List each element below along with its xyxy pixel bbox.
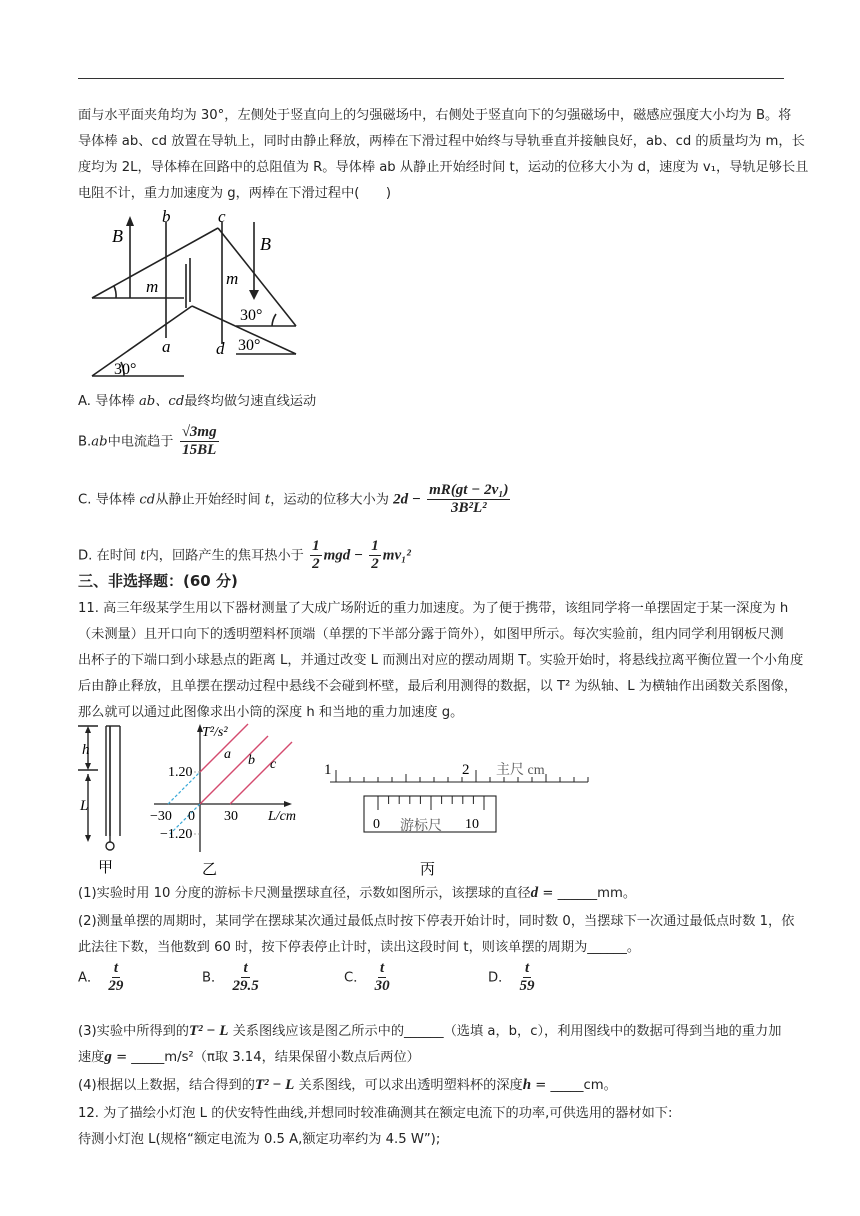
- q10-option-c-lead: 2d −: [393, 491, 421, 508]
- q12-line-1: 12. 为了描绘小灯泡 L 的伏安特性曲线,并想同时较准确测其在额定电流下的功率,可供选用的器材如下:: [78, 1106, 673, 1121]
- header-rule: [78, 78, 784, 79]
- q10-option-b-prefix: B.: [78, 434, 92, 450]
- q11-yi-tick-x-neg: −30: [150, 809, 172, 824]
- q11-jia-L: L: [80, 798, 89, 814]
- q11-part-4-h: h: [522, 1077, 532, 1093]
- q10-line-2: 导体棒 ab、cd 放置在导轨上，同时由静止释放，两棒在下滑过程中始终与导轨垂直并接触良好，ab、cd 的质量均为 m，长: [78, 134, 805, 149]
- q11-bing-vernier-10: 10: [465, 817, 479, 832]
- q11-part-3-text-b: 关系图线应该是图乙所示中的______（选填 a，b，c），利用图线中的数据可得到当地的重力加: [228, 1024, 782, 1039]
- q11-part-3-text-a: (3)实验中所得到的: [78, 1024, 189, 1039]
- q11-choice-b-label: B．: [202, 970, 225, 986]
- q10-option-a: [78, 390, 316, 409]
- q11-part-3-line-2: [78, 1046, 420, 1066]
- q11-yi-line-b: b: [248, 753, 255, 768]
- q11-part-4-text-b: 关系图线，可以求出透明塑料杯的深度: [294, 1078, 523, 1093]
- q11-jia-h: h: [82, 742, 90, 758]
- q10-fig-angle-3: 30°: [114, 361, 137, 378]
- q10-option-d-frac-2-num: 1: [371, 538, 379, 554]
- q11-bing-vernier-label: 游标尺: [400, 819, 442, 834]
- q11-choice-b-fraction: [230, 960, 260, 995]
- q10-fig-B-right: B: [260, 234, 271, 254]
- q11-choice-b-den: 29.5: [232, 978, 259, 994]
- q11-choice-a-num: t: [113, 960, 118, 976]
- q10-option-c-rod: cd: [139, 492, 156, 508]
- q11-choice-b: [202, 960, 263, 995]
- q10-option-c-den: 3B²L²: [450, 500, 487, 516]
- q11-yi-ylabel: T²/s²: [202, 725, 228, 740]
- q11-part-4-text-c: = _____cm。: [531, 1078, 617, 1093]
- q10-option-d-frac-2: [369, 538, 381, 573]
- q10-option-b-rod: ab: [91, 434, 108, 450]
- q11-choice-c: [344, 960, 394, 995]
- q10-option-c-text: 从静止开始经时间: [155, 492, 265, 508]
- q11-bing-main-2: 2: [462, 762, 470, 778]
- q10-fig-label-d: d: [216, 339, 225, 358]
- q10-option-b-text: 中电流趋于: [107, 434, 174, 450]
- q11-part-4-text-a: (4)根据以上数据，结合得到的: [78, 1078, 255, 1093]
- q11-line-3: 出杯子的下端口到小球悬点的距离 L，并通过改变 L 而测出对应的摆动周期 T。实验开始时，将悬线拉离平衡位置一个小角度: [78, 653, 804, 668]
- q11-yi-tick-x-pos: 30: [224, 809, 238, 824]
- q11-line-4: 后由静止释放，且单摆在摆动过程中悬线不会碰到杯壁，最后利用测得的数据，以 T² 为纵轴、L 为横轴作出函数关系图像，: [78, 679, 798, 694]
- q11-bing-main-1: 1: [324, 762, 332, 778]
- q10-fig-m-left: m: [146, 277, 159, 296]
- q11-choice-c-num: t: [380, 960, 385, 976]
- q10-stem: [78, 103, 809, 207]
- q10-option-c-fraction: [427, 482, 510, 517]
- q10-line-4: 电阻不计，重力加速度为 g，两棒在下滑过程中( ): [78, 186, 391, 201]
- q11-bing-main-label: 主尺 cm: [496, 763, 545, 778]
- q10-option-d-frac-1-num: 1: [312, 538, 320, 554]
- q10-line-1: 面与水平面夹角均为 30°，左侧处于竖直向上的匀强磁场中，右侧处于竖直向下的匀强磁场中，磁感应强度大小均为 B。将: [78, 108, 792, 123]
- q11-part-3-math: T² − L: [189, 1023, 229, 1039]
- q11-yi-tick-x-zero: 0: [188, 809, 195, 824]
- q11-line-5: 那么就可以通过此图像求出小筒的深度 h 和当地的重力加速度 g。: [78, 705, 464, 720]
- q11-fig-jia: [76, 724, 136, 876]
- q11-line-1: 11. 高三年级某学生用以下器材测量了大成广场附近的重力加速度。为了便于携带，该组同学将一单摆固定于某一深度为 h: [78, 601, 789, 616]
- q11-choice-d-den: 59: [519, 978, 535, 994]
- q11-choice-a-fraction: [106, 960, 125, 995]
- q11-yi-tick-y-pos: 1.20: [168, 765, 193, 780]
- q10-fig-m-right: m: [226, 269, 239, 288]
- q11-yi-line-c: c: [270, 757, 277, 772]
- q11-part-2-line-1: (2)测量单摆的周期时，某同学在摆球某次通过最低点时按下停表开始计时，同时数 0，当摆球下一次通过最低点时数 1，依: [78, 914, 795, 929]
- q11-yi-xlabel: L/cm: [268, 809, 296, 824]
- q11-choice-c-den: 30: [374, 978, 390, 994]
- q10-option-b-num: √3mg: [181, 424, 217, 440]
- q11-jia-caption: 甲: [98, 860, 114, 876]
- q10-option-d-text: 内，回路产生的焦耳热小于: [145, 548, 304, 564]
- q10-option-d-mv: mv₁²: [382, 547, 411, 564]
- q11-choice-a-label: A．: [78, 970, 101, 986]
- q11-choice-c-fraction: [373, 960, 392, 995]
- q11-fig-bing-vernier: [326, 756, 592, 878]
- q10-option-d-mgd: mgd −: [323, 547, 364, 564]
- q10-option-d-frac-2-den: 2: [371, 556, 379, 572]
- q10-option-b-den: 15BL: [182, 442, 217, 458]
- q10-fig-angle-1: 30°: [240, 307, 263, 324]
- q10-option-a-rods: ab、cd: [138, 394, 185, 409]
- q10-fig-label-a: a: [162, 337, 171, 356]
- q10-option-b: [78, 424, 221, 459]
- q11-choice-d-label: D．: [488, 970, 512, 986]
- q11-part-1-d: d: [530, 885, 539, 901]
- q10-fig-label-b: b: [162, 207, 171, 226]
- q10-option-c-text-2: ，运动的位移大小为: [270, 492, 389, 508]
- q11-choice-d-fraction: [518, 960, 537, 995]
- q10-option-c-num: mR(gt − 2v₁): [429, 482, 509, 498]
- q11-choice-d: [488, 960, 539, 995]
- q10-option-b-fraction: [180, 424, 219, 459]
- q11-part-3-g: g: [104, 1049, 112, 1065]
- q11-choice-a-den: 29: [108, 978, 124, 994]
- q10-option-d: [78, 538, 411, 573]
- q10-option-c: [78, 482, 512, 517]
- q10-option-d-frac-1-den: 2: [312, 556, 320, 572]
- q11-stem: [78, 596, 804, 726]
- q11-part-3-text-d: = _____m/s²（π取 3.14，结果保留小数点后两位）: [111, 1050, 420, 1065]
- q10-option-c-prefix: C. 导体棒: [78, 492, 140, 508]
- q11-yi-line-a: a: [224, 747, 231, 762]
- q11-yi-tick-y-neg: −1.20: [160, 827, 193, 842]
- q11-choice-b-num: t: [243, 960, 248, 976]
- q12-line-2: 待测小灯泡 L(规格“额定电流为 0.5 A,额定功率约为 4.5 W”);: [78, 1132, 441, 1147]
- q11-bing-vernier-0: 0: [373, 817, 380, 832]
- q11-part-3-line-1: [78, 1020, 781, 1040]
- q11-choice-d-num: t: [524, 960, 530, 976]
- q10-option-a-text: 最终均做匀速直线运动: [184, 394, 317, 409]
- q11-part-1: [78, 882, 636, 902]
- q10-option-c-t: t: [264, 492, 271, 508]
- section-heading: 三、非选择题：(60 分): [78, 572, 238, 590]
- q10-line-3: 度均为 2L，导体棒在回路中的总阻值为 R。导体棒 ab 从静止开始经时间 t，运动的位移大小为 d，速度为 v₁，导轨足够长且: [78, 160, 809, 175]
- q10-option-d-t: t: [140, 548, 146, 564]
- q10-option-a-prefix: A. 导体棒: [78, 394, 139, 409]
- q11-part-1-blank: = ______mm。: [538, 886, 637, 901]
- q11-line-2: （未测量）且开口向下的透明塑料杯顶端（单摆的下半部分露于筒外），如图甲所示。每次实验前，组内同学利用钢板尺测: [78, 627, 784, 642]
- q10-fig-label-c: c: [218, 207, 226, 226]
- q11-part-4-math: T² − L: [254, 1077, 295, 1093]
- q11-part-2-line-2: 此法往下数，当他数到 60 时，按下停表停止计时，读出这段时间 t，则该单摆的周期为______。: [78, 940, 641, 955]
- q11-yi-caption: 乙: [202, 862, 218, 878]
- q10-rail-figure: [84, 208, 304, 384]
- q10-fig-angle-2: 30°: [238, 337, 261, 354]
- q11-choice-c-label: C．: [344, 970, 367, 986]
- q10-option-d-prefix: D. 在时间: [78, 548, 141, 564]
- q11-fig-yi-chart: [146, 722, 312, 878]
- q10-fig-B-left: B: [112, 226, 123, 246]
- q11-bing-caption: 丙: [420, 862, 436, 878]
- q11-part-1-text: (1)实验时用 10 分度的游标卡尺测量摆球直径，示数如图所示，该摆球的直径: [78, 886, 531, 901]
- q10-option-d-frac-1: [310, 538, 322, 573]
- q11-choice-a: [78, 960, 127, 995]
- q11-part-3-text-c: 速度: [78, 1050, 105, 1065]
- q11-part-4: [78, 1074, 617, 1094]
